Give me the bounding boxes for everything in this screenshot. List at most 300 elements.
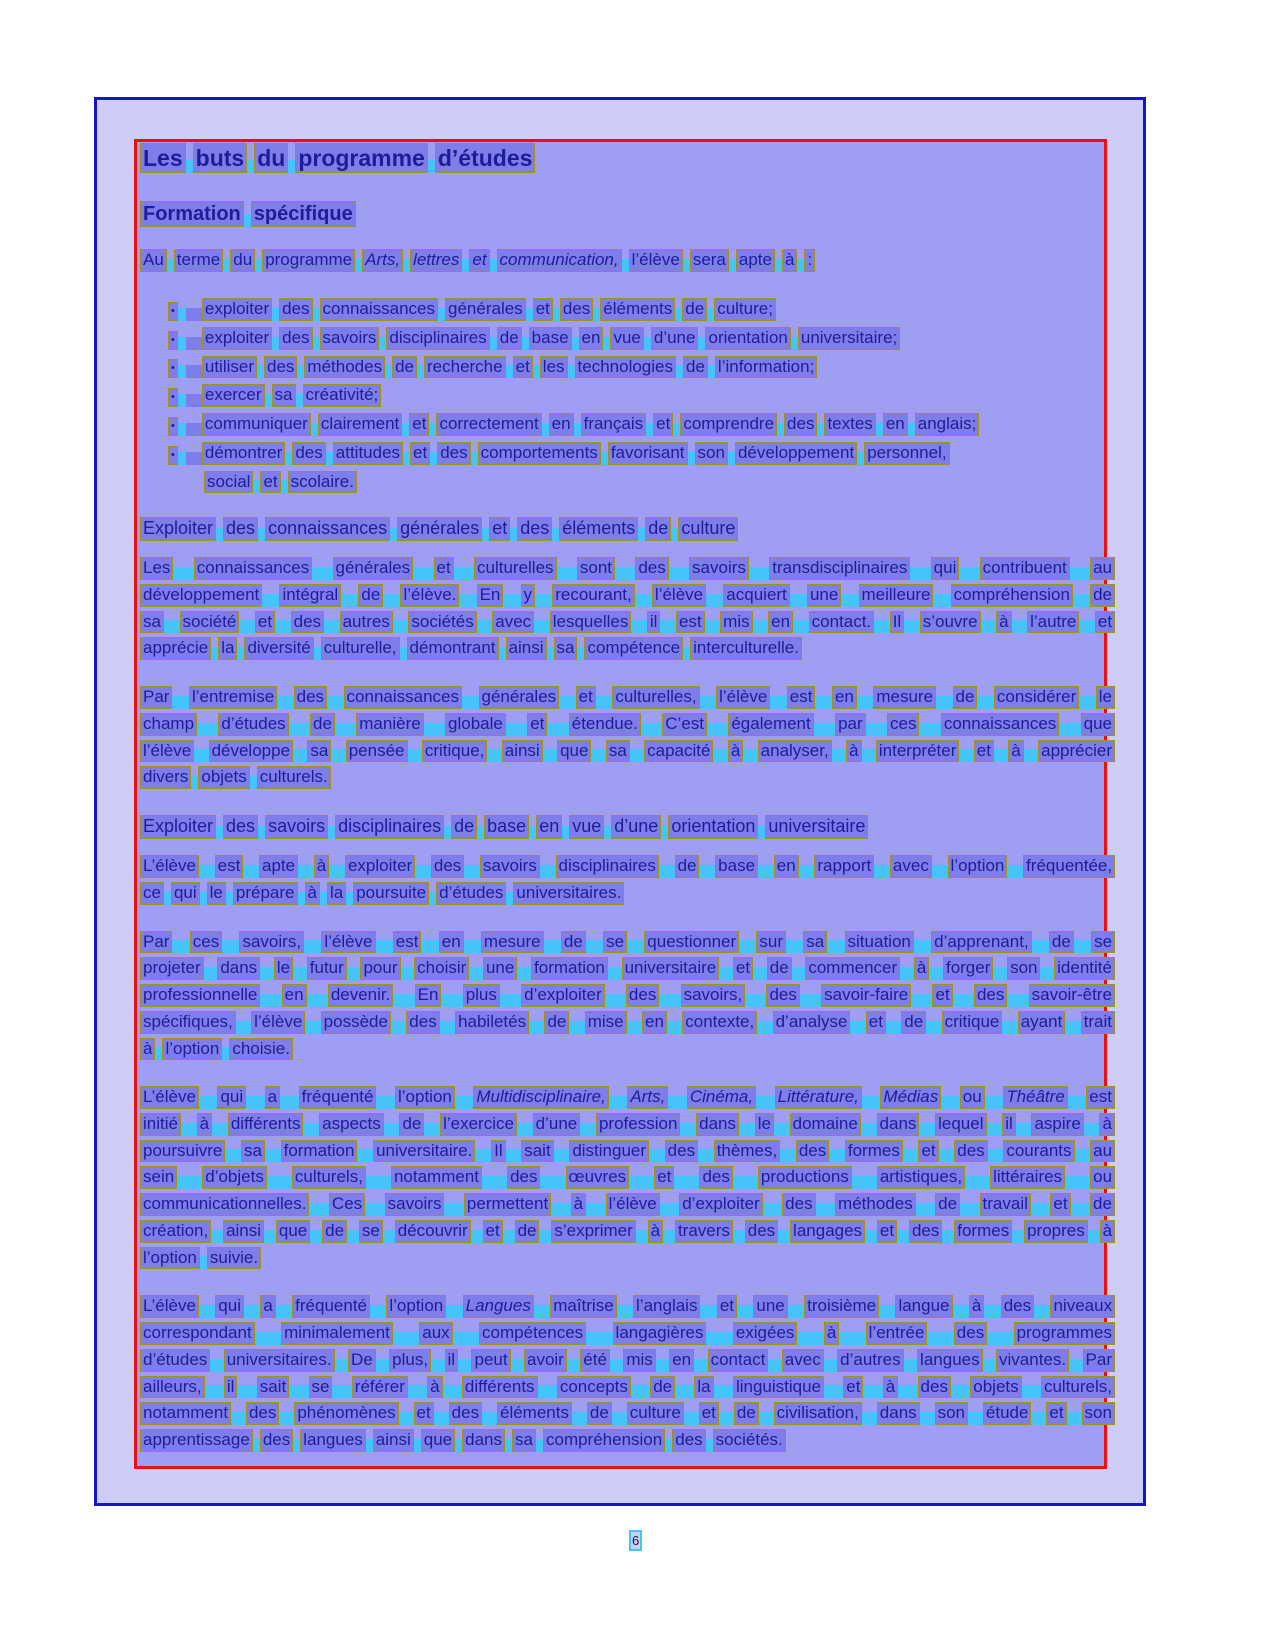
word-box: Au — [140, 249, 167, 272]
word-space-marker — [1034, 1305, 1050, 1318]
word-space-marker — [538, 1385, 557, 1398]
word-space-marker — [267, 1176, 292, 1189]
word-box: à — [782, 249, 797, 272]
word-space-marker — [275, 620, 291, 633]
word-space-marker — [247, 160, 254, 173]
word-box: l’information; — [715, 356, 817, 379]
word-space-marker — [446, 1305, 462, 1318]
bullet-icon: • — [168, 417, 178, 436]
bullet-icon: • — [168, 359, 178, 378]
word-space-marker — [713, 749, 727, 762]
word-space-marker — [959, 567, 979, 580]
word-box: et — [733, 957, 753, 980]
word-box: En — [477, 584, 504, 607]
word-box: d’études — [218, 713, 288, 736]
word-space-marker — [553, 308, 560, 321]
word-space-marker — [719, 967, 733, 980]
word-space-marker — [861, 1123, 877, 1136]
word-space-marker — [572, 337, 579, 350]
word-space-marker — [1007, 994, 1028, 1007]
word-space-marker — [911, 994, 932, 1007]
word-space-marker — [482, 1176, 507, 1189]
word-box: des — [954, 1140, 987, 1163]
word-box: L’élève — [140, 1086, 199, 1109]
para-block — [140, 686, 1140, 789]
word-box: sa — [803, 931, 827, 954]
word-space-marker — [1031, 1412, 1046, 1425]
word-box: l’entrée — [866, 1322, 928, 1345]
word-box: interculturelle. — [690, 637, 802, 660]
word-box: sa — [554, 637, 578, 660]
word-box: des — [246, 1402, 279, 1425]
word-box: poursuivre — [140, 1140, 225, 1163]
word-space-marker — [983, 1359, 996, 1372]
word-box: critique, — [422, 740, 488, 763]
word-space-marker — [428, 160, 435, 173]
word-box: l’option — [162, 1038, 222, 1061]
word-space-marker — [459, 594, 476, 607]
word-space-marker — [1024, 749, 1038, 762]
word-space-marker — [863, 1385, 882, 1398]
word-box: connaissances — [265, 517, 390, 541]
word-box: développe — [209, 740, 293, 763]
word-space-marker — [900, 967, 914, 980]
word-box: été — [580, 1349, 610, 1372]
word-space-marker — [281, 480, 288, 493]
word-space-marker — [554, 1149, 570, 1162]
word-box: comportements — [478, 442, 601, 465]
word-space-marker — [987, 1123, 1003, 1136]
word-space-marker — [199, 1305, 215, 1318]
word-space-marker — [615, 567, 635, 580]
word-box: littéraires — [990, 1166, 1065, 1189]
word-space-marker — [994, 749, 1008, 762]
word-box: sait — [257, 1376, 289, 1399]
word-space-marker — [852, 1176, 877, 1189]
word-box: à — [1100, 1220, 1115, 1243]
word-box: ayant — [1018, 1011, 1066, 1034]
word-space-marker — [517, 1123, 533, 1136]
text-line — [140, 766, 1140, 789]
word-box: la — [218, 637, 237, 660]
word-space-marker — [714, 1385, 733, 1398]
word-space-marker — [910, 567, 930, 580]
word-box: savoirs — [385, 1193, 445, 1216]
word-box: démontrant — [407, 637, 499, 660]
word-space-marker — [414, 1439, 421, 1452]
word-space-marker — [490, 337, 497, 350]
word-box: des — [1001, 1295, 1034, 1318]
word-space-marker — [577, 647, 584, 660]
word-box: de — [358, 584, 383, 607]
word-box: et — [717, 1295, 737, 1318]
word-space-marker — [817, 423, 824, 436]
word-box: est — [676, 611, 705, 634]
word-space-marker — [477, 826, 484, 839]
word-space-marker — [676, 365, 683, 378]
word-box: Exploiter — [140, 517, 216, 541]
word-box: sa — [512, 1429, 536, 1452]
word-box: s’exprimer — [551, 1220, 635, 1243]
word-space-marker — [462, 696, 478, 709]
word-space-marker — [706, 1439, 713, 1452]
word-space-marker — [204, 967, 218, 980]
word-space-marker — [177, 1176, 202, 1189]
word-box: au — [1090, 557, 1115, 580]
word-box: exploiter — [202, 327, 272, 350]
word-box: aspects — [319, 1113, 384, 1136]
word-box: savoirs — [480, 855, 540, 878]
word-box: communicationnelles. — [140, 1193, 309, 1216]
word-space-marker — [631, 620, 647, 633]
para-block — [140, 931, 1140, 1061]
word-box: universitaire — [622, 957, 720, 980]
word-space-marker — [612, 1412, 627, 1425]
word-space-marker — [927, 1332, 953, 1345]
word-box: savoirs — [320, 327, 380, 350]
word-space-marker — [517, 967, 531, 980]
word-box: dans — [696, 1113, 739, 1136]
word-space-marker — [421, 940, 438, 953]
word-box: fréquenté — [292, 1295, 370, 1318]
word-box: sociétés — [408, 611, 476, 634]
word-box: sa — [140, 611, 164, 634]
word-box: il — [647, 611, 661, 634]
word-space-marker — [222, 1047, 229, 1060]
word-box: orientation — [668, 815, 758, 839]
word-space-marker — [591, 749, 605, 762]
word-box: ainsi — [223, 1220, 264, 1243]
word-box: et — [527, 713, 547, 736]
word-box: à — [846, 740, 861, 763]
word-box: L’élève — [140, 1295, 199, 1318]
word-box: lettres — [410, 249, 462, 272]
word-box: l’élève. — [400, 584, 459, 607]
word-box: et — [843, 1376, 863, 1399]
word-box: et — [877, 1220, 897, 1243]
word-box: connaissances — [941, 713, 1059, 736]
word-box: le — [1096, 686, 1115, 709]
word-box: productions — [758, 1166, 852, 1189]
word-space-marker — [415, 865, 431, 878]
word-space-marker — [562, 826, 569, 839]
word-space-marker — [455, 1096, 474, 1109]
word-box: une — [807, 584, 841, 607]
word-box: de — [683, 356, 708, 379]
word-space-marker — [424, 1123, 440, 1136]
word-space-marker — [341, 594, 358, 607]
word-box: d’une — [533, 1113, 581, 1136]
word-box: connaissances — [344, 686, 462, 709]
word-space-marker — [458, 1359, 471, 1372]
word-space-marker — [649, 1149, 665, 1162]
word-box: avec — [890, 855, 932, 878]
word-box: d’exploiter — [521, 984, 605, 1007]
word-box: l’option — [140, 1247, 200, 1270]
word-box: autres — [340, 611, 393, 634]
word-space-marker — [529, 1021, 544, 1034]
word-box: notamment — [140, 1402, 231, 1425]
word-box: des — [782, 1193, 815, 1216]
word-box: créativité; — [303, 384, 382, 407]
word-box: dans — [877, 1402, 920, 1425]
word-box: culture — [678, 517, 738, 541]
word-space-marker — [551, 1203, 570, 1216]
text-line — [140, 686, 1115, 709]
word-space-marker — [908, 423, 915, 436]
text-line — [140, 882, 1140, 905]
word-space-marker — [1059, 723, 1080, 736]
page-number: 6 — [629, 1530, 642, 1551]
word-box: et — [576, 686, 596, 709]
word-space-marker — [661, 826, 668, 839]
word-box: communication, — [497, 249, 622, 272]
word-space-marker — [668, 1096, 687, 1109]
word-space-marker — [756, 1096, 775, 1109]
word-box: vue — [569, 815, 604, 839]
word-box: savoir-être — [1029, 984, 1115, 1007]
word-box: en — [282, 984, 307, 1007]
word-space-marker — [231, 1412, 246, 1425]
word-space-marker — [1067, 1412, 1082, 1425]
word-box: permettent — [464, 1193, 551, 1216]
word-box: des — [665, 1140, 698, 1163]
word-space-marker — [671, 528, 678, 541]
word-box: a — [260, 1295, 275, 1318]
word-box: s’ouvre — [920, 611, 981, 634]
word-box: d’apprenant, — [931, 931, 1032, 954]
word-space-marker — [526, 308, 533, 321]
text-line — [140, 713, 1115, 736]
word-box: langages — [790, 1220, 865, 1243]
word-space-marker — [335, 1359, 348, 1372]
word-box: et — [653, 413, 673, 436]
text-line — [140, 1349, 1115, 1372]
word-box: universitaire — [765, 815, 868, 839]
word-box: la — [327, 882, 346, 905]
word-space-marker — [194, 749, 208, 762]
word-box: des — [918, 1376, 951, 1399]
word-space-marker — [1073, 594, 1090, 607]
word-box: en — [642, 1011, 667, 1034]
word-box: des — [264, 356, 297, 379]
word-box: les — [540, 356, 568, 379]
word-space-marker — [293, 749, 307, 762]
word-box: sein — [140, 1166, 177, 1189]
word-space-marker — [733, 1176, 758, 1189]
word-space-marker — [790, 594, 807, 607]
word-space-marker — [1022, 1385, 1041, 1398]
word-box: sa — [241, 1140, 265, 1163]
word-space-marker — [393, 620, 409, 633]
word-space-marker — [200, 892, 207, 905]
word-space-marker — [408, 749, 422, 762]
word-space-marker — [622, 259, 629, 272]
word-box: sa — [272, 384, 296, 407]
word-box: projeter — [140, 957, 204, 980]
word-box: en — [536, 815, 562, 839]
word-box: notamment — [391, 1166, 482, 1189]
word-box: l’élève — [321, 931, 375, 954]
word-box: et — [533, 298, 553, 321]
word-box: mesure — [481, 931, 544, 954]
word-space-marker — [540, 1176, 565, 1189]
word-space-marker — [376, 1096, 395, 1109]
word-box: des — [745, 1220, 778, 1243]
word-space-marker — [438, 308, 445, 321]
word-box: d’études — [140, 1349, 210, 1372]
word-space-marker — [237, 647, 244, 660]
word-space-marker — [604, 826, 611, 839]
word-box: ainsi — [373, 1429, 414, 1452]
word-space-marker — [402, 423, 409, 436]
word-box: en — [832, 686, 857, 709]
word-space-marker — [454, 567, 474, 580]
word-box: forger — [943, 957, 993, 980]
word-box: Arts, — [627, 1086, 668, 1109]
word-space-marker — [1065, 1021, 1080, 1034]
word-box: le — [274, 957, 293, 980]
word-box: à — [883, 1376, 898, 1399]
word-space-marker — [253, 480, 260, 493]
word-space-marker — [257, 365, 264, 378]
word-box: utiliser — [202, 356, 257, 379]
word-space-marker — [933, 594, 950, 607]
word-box: des — [766, 984, 799, 1007]
word-box: apprécier — [1038, 740, 1115, 763]
word-box: à — [648, 1220, 663, 1243]
word-space-marker — [547, 723, 568, 736]
word-space-marker — [464, 940, 481, 953]
word-space-marker — [630, 749, 644, 762]
word-box: français — [581, 413, 647, 436]
word-box: lequel — [935, 1113, 986, 1136]
para-block — [140, 1086, 1140, 1269]
word-space-marker — [312, 567, 332, 580]
word-box: des — [223, 815, 258, 839]
word-space-marker — [429, 423, 436, 436]
word-space-marker — [324, 620, 340, 633]
word-space-marker — [675, 308, 682, 321]
word-space-marker — [757, 1021, 772, 1034]
word-space-marker — [635, 594, 652, 607]
word-space-marker — [552, 528, 559, 541]
word-space-marker — [797, 1332, 823, 1345]
word-box: Multidisciplinaire, — [473, 1086, 608, 1109]
word-box: plus — [463, 984, 500, 1007]
word-space-marker — [455, 1439, 462, 1452]
text-line — [140, 384, 1140, 407]
subtitle-block — [140, 201, 1140, 227]
word-space-marker — [216, 826, 223, 839]
word-box: courants — [1003, 1140, 1074, 1163]
word-box: d’objets — [202, 1166, 267, 1189]
text-line — [140, 356, 1140, 379]
word-space-marker — [347, 1230, 359, 1243]
word-box: ou — [960, 1086, 985, 1109]
word-space-marker — [255, 1332, 281, 1345]
word-space-marker — [1031, 1203, 1050, 1216]
word-box: culture; — [714, 298, 776, 321]
word-box: recherche — [424, 356, 506, 379]
text-line — [140, 249, 1140, 272]
word-box: du — [254, 143, 288, 173]
word-space-marker — [265, 394, 272, 407]
word-space-marker — [799, 865, 815, 878]
word-space-marker — [586, 1203, 605, 1216]
word-box: création, — [140, 1220, 211, 1243]
text-line — [140, 1193, 1115, 1216]
text-line — [140, 611, 1115, 634]
word-box: maîtrise — [550, 1295, 616, 1318]
word-space-marker — [181, 1123, 197, 1136]
word-box: de — [1090, 584, 1115, 607]
word-space-marker — [265, 1149, 281, 1162]
word-box: d’analyse — [773, 1011, 851, 1034]
word-box: habiletés — [455, 1011, 529, 1034]
word-box: Cinéma, — [687, 1086, 756, 1109]
word-box: et — [1050, 1193, 1070, 1216]
word-box: que — [276, 1220, 310, 1243]
word-space-marker — [705, 620, 721, 633]
word-space-marker — [529, 826, 536, 839]
word-space-marker — [797, 259, 804, 272]
word-space-marker — [155, 1047, 162, 1060]
word-box: des — [292, 442, 325, 465]
word-box: et — [469, 249, 489, 272]
word-space-marker — [400, 647, 407, 660]
word-box: sociétés. — [713, 1429, 786, 1452]
word-space-marker — [506, 1149, 522, 1162]
word-space-marker — [303, 1123, 319, 1136]
word-box: peut — [471, 1349, 510, 1372]
word-box: l’exercice — [440, 1113, 517, 1136]
word-space-marker — [331, 749, 345, 762]
word-box: transdisciplinaires — [769, 557, 910, 580]
word-space-marker — [574, 423, 581, 436]
word-box: générales — [333, 557, 414, 580]
word-box: à — [427, 1376, 442, 1399]
word-space-marker — [471, 452, 478, 465]
word-space-marker — [557, 567, 577, 580]
word-space-marker — [1079, 696, 1095, 709]
word-space-marker — [511, 1359, 524, 1372]
text-line — [140, 855, 1115, 878]
word-space-marker — [707, 723, 728, 736]
bullet-icon: • — [168, 388, 178, 407]
text-line — [140, 1376, 1115, 1399]
word-box: le — [755, 1113, 774, 1136]
text-line — [204, 471, 1140, 494]
word-space-marker — [471, 1230, 483, 1243]
word-box: est — [393, 931, 422, 954]
word-box: formation — [281, 1140, 358, 1163]
word-box: professionnelle — [140, 984, 260, 1007]
word-box: anglais; — [915, 413, 980, 436]
word-box: est — [787, 686, 816, 709]
word-box: pensée — [346, 740, 408, 763]
word-box: compétence — [584, 637, 683, 660]
word-space-marker — [298, 892, 305, 905]
word-space-marker — [700, 696, 716, 709]
word-box: clairement — [318, 413, 402, 436]
word-box: de — [767, 957, 792, 980]
word-box: universitaire; — [798, 327, 900, 350]
word-box: et — [513, 356, 533, 379]
word-space-marker — [1071, 1203, 1090, 1216]
word-space-marker — [737, 1305, 753, 1318]
word-space-marker — [172, 940, 189, 953]
